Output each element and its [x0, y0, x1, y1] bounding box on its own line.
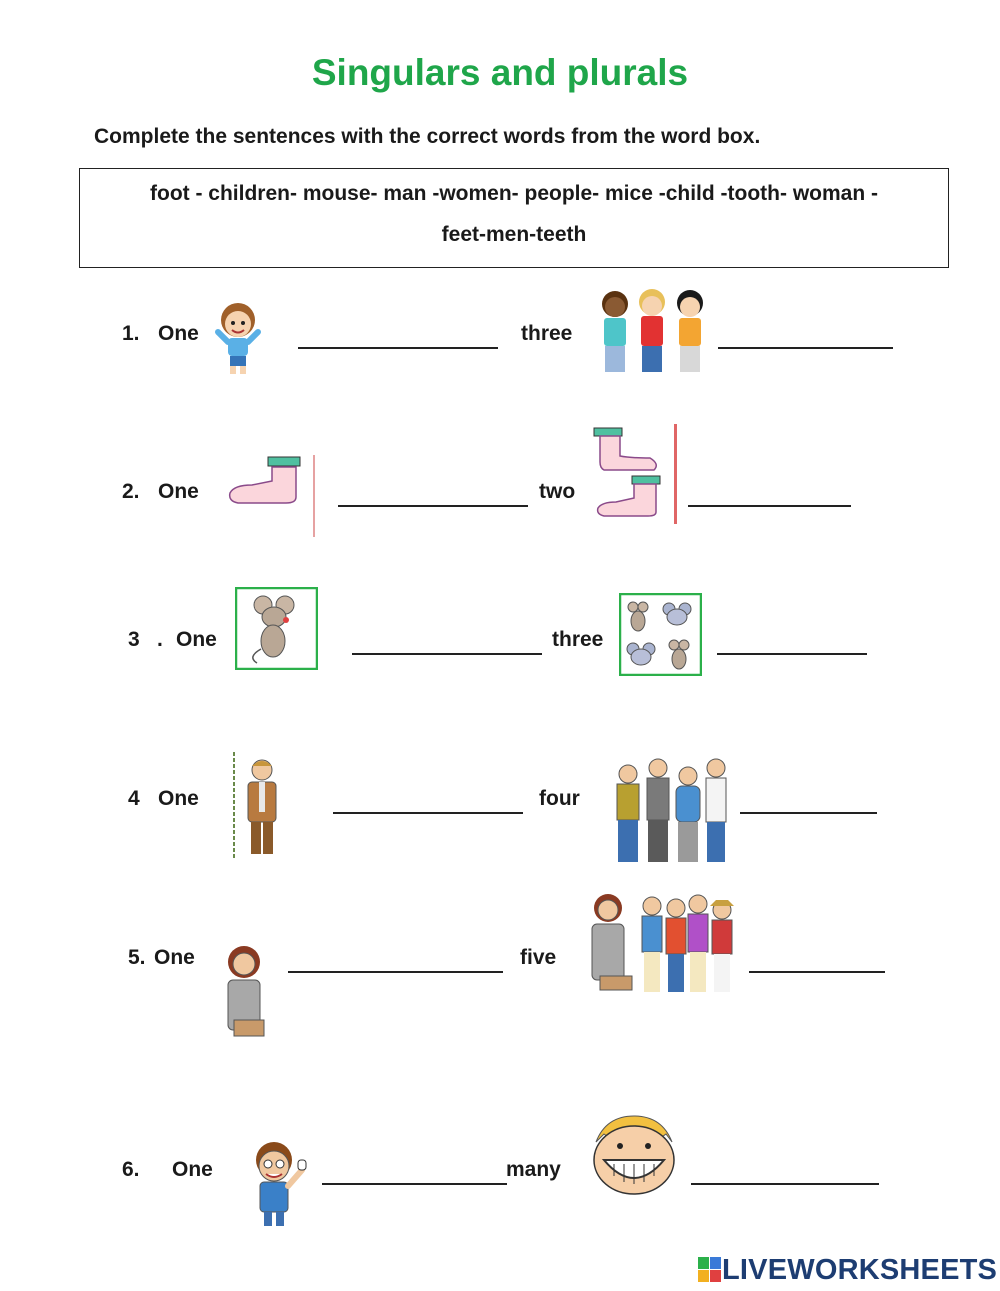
item6-singular-answer-input[interactable]	[322, 1159, 507, 1185]
item4-singular-answer-input[interactable]	[333, 788, 523, 814]
liveworksheets-logo	[698, 1255, 997, 1285]
item1-plural-answer-input[interactable]	[718, 323, 893, 349]
two-feet-icon	[590, 424, 680, 524]
item-number: 5.	[128, 946, 146, 969]
item-plural-label: two	[539, 480, 576, 503]
item-number: 6.	[122, 1158, 140, 1181]
item-one-label: One	[172, 1158, 213, 1181]
word-box-line-1: foot - children- mouse- man -women- people- mice -child -tooth- woman -	[150, 182, 878, 205]
mice-icon	[619, 593, 702, 676]
item-number: 3	[128, 628, 140, 651]
man-icon	[232, 752, 288, 862]
item-one-label: One	[176, 628, 217, 651]
item-one-label: One	[158, 322, 199, 345]
item-number-dot: .	[157, 628, 163, 651]
three-children-icon	[593, 282, 713, 380]
item-plural-label: three	[521, 322, 573, 345]
tooth-boy-icon	[238, 1138, 322, 1230]
item-plural-label: five	[520, 946, 557, 969]
item2-plural-answer-input[interactable]	[688, 481, 851, 507]
liveworksheets-wordmark: LIVEWORKSHEETS	[722, 1253, 998, 1286]
item-one-label: One	[154, 946, 195, 969]
mouse-icon	[235, 587, 318, 670]
word-box-line-2: feet-men-teeth	[441, 223, 587, 246]
foot-icon	[226, 455, 316, 539]
item-one-label: One	[158, 787, 199, 810]
item4-plural-answer-input[interactable]	[740, 788, 877, 814]
item6-plural-answer-input[interactable]	[691, 1159, 879, 1185]
item3-plural-answer-input[interactable]	[717, 629, 867, 655]
boy-child-icon	[212, 298, 264, 376]
word-box	[79, 168, 949, 268]
item-number: 2.	[122, 480, 140, 503]
item-one-label: One	[158, 480, 199, 503]
item3-singular-answer-input[interactable]	[352, 629, 542, 655]
item-number: 1.	[122, 322, 140, 345]
item-plural-label: many	[506, 1158, 561, 1181]
item2-singular-answer-input[interactable]	[338, 481, 528, 507]
instructions-text: Complete the sentences with the correct words from the word box.	[94, 125, 761, 148]
item5-plural-answer-input[interactable]	[749, 947, 885, 973]
smiling-teeth-face-icon	[586, 1112, 682, 1198]
item1-singular-answer-input[interactable]	[298, 323, 498, 349]
liveworksheets-blocks-icon	[698, 1257, 722, 1283]
five-women-icon	[588, 892, 740, 998]
woman-icon	[218, 942, 270, 1040]
item-plural-label: four	[539, 787, 580, 810]
item-number: 4	[128, 787, 140, 810]
item-plural-label: three	[552, 628, 604, 651]
page-title: Singulars and plurals	[311, 52, 689, 93]
four-men-icon	[612, 754, 732, 868]
item5-singular-answer-input[interactable]	[288, 947, 503, 973]
